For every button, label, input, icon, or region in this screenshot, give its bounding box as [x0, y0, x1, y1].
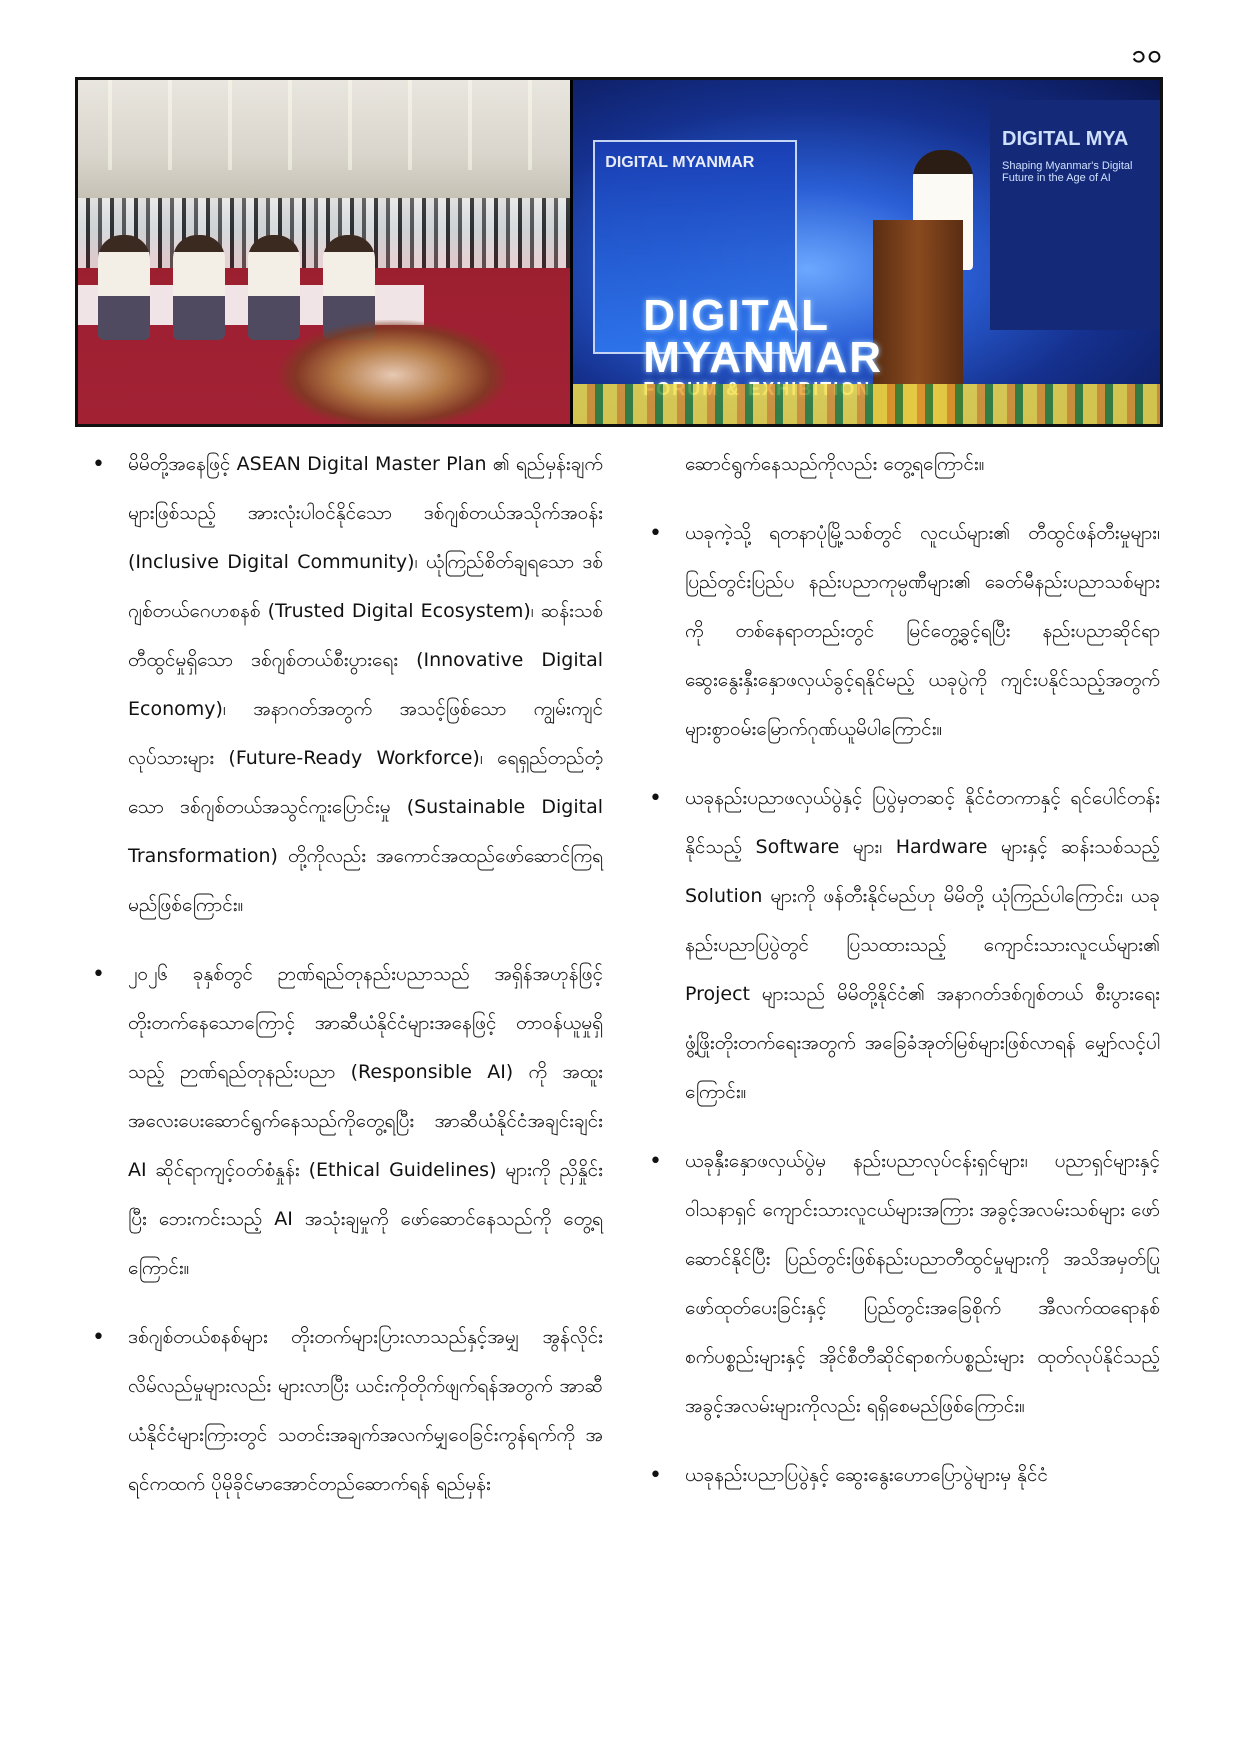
bullet-text: ၂၀၂၆ ခုနှစ်တွင် ဉာဏ်ရည်တုနည်းပညာသည် အရှိန်အဟုန်ဖြင့် တိုးတက်နေသောကြောင့် အာဆီယံနိုင်ငံများအနေဖြင့် တာဝန်ယူမှုရှိသည့် ဉာဏ်ရည်တုနည်းပညာ (Responsible AI) ကို အထူးအလေးပေးဆောင်ရွက်နေသည်ကိုတွေ့ရပြီး အာဆီယံနိုင်ငံအချင်းချင်း AI ဆိုင်ရာကျင့်ဝတ်စံနှုန်း (Ethical Guidelines) များကို ညှိနှိုင်းပြီး ဘေးကင်းသည့် AI အသုံးချမှုကို ဖော်ဆောင်နေသည်ကို တွေ့ရကြောင်း။ [128, 963, 603, 1279]
bullet-dot-icon: • [649, 521, 662, 546]
event-banner [990, 100, 1160, 330]
bullet-text: ယခုနည်းပညာဖလှယ်ပွဲနှင့် ပြပွဲမှတဆင့် နိုင်ငံတကာနှင့် ရင်ပေါင်တန်းနိုင်သည့် Software များ၊ Hardware များနှင့် ဆန်းသစ်သည့် Solution များကို ဖန်တီးနိုင်မည်ဟု မိမိတို့ ယုံကြည်ပါကြောင်း၊ ယခုနည်းပညာပြပွဲတွင် ပြသထားသည့် ကျောင်းသားလူငယ်များ၏ Project များသည် မိမိတို့နိုင်ငံ၏ အနာဂတ်ဒစ်ဂျစ်တယ် စီးပွားရေး ဖွံ့ဖြိုးတိုးတက်ရေးအတွက် အခြေခံအုတ်မြစ်များဖြစ်လာရန် မျှော်လင့်ပါကြောင်း။ [685, 787, 1160, 1103]
ceiling-lights [78, 80, 570, 170]
bullet-item [641, 1137, 1160, 1431]
page-number: ၁၀ [1132, 40, 1163, 68]
banner-subtitle: Shaping Myanmar's Digital Future in the Age of AI [1002, 160, 1133, 184]
bullet-text: မိမိတို့အနေဖြင့် ASEAN Digital Master Plan ၏ ရည်မှန်းချက်များဖြစ်သည့် အားလုံးပါဝင်နိုင်သော ဒစ်ဂျစ်တယ်အသိုက်အဝန်း (Inclusive Digital Community)၊ ယုံကြည်စိတ်ချရသော ဒစ်ဂျစ်တယ်ဂေဟစနစ် (Trusted Digital Ecosystem)၊ ဆန်းသစ်တီထွင်မှုရှိသော ဒစ်ဂျစ်တယ်စီးပွားရေး (Innovative Digital Economy)၊ အနာဂတ်အတွက် အသင့်ဖြစ်သော ကျွမ်းကျင်လုပ်သားများ (Future-Ready Workforce)၊ ရေရှည်တည်တံ့သော ဒစ်ဂျစ်တယ်အသွင်ကူးပြောင်းမှု (Sustainable Digital Transformation) တို့ကိုလည်း အကောင်အထည်ဖော်ဆောင်ကြရမည်ဖြစ်ကြောင်း။ [128, 453, 603, 916]
right-column [641, 440, 1160, 1529]
bullet-text: ဆောင်ရွက်နေသည်ကိုလည်း တွေ့ရကြောင်း။ [685, 453, 985, 475]
photo-strip [75, 77, 1163, 427]
bullet-item [84, 440, 603, 930]
left-column [84, 440, 603, 1529]
bullet-item [641, 1451, 1160, 1500]
bullet-dot-icon: • [649, 786, 662, 811]
bullet-dot-icon: • [92, 452, 105, 477]
guest-figure [173, 235, 225, 340]
bullet-continuation [641, 440, 1160, 489]
bullet-dot-icon: • [649, 1463, 662, 1488]
carpet-rug [278, 320, 508, 424]
bullet-dot-icon: • [92, 962, 105, 987]
bullet-item [84, 950, 603, 1293]
banner-title: DIGITAL MYA [1002, 128, 1129, 150]
bullet-text: ယခုကဲ့သို့ ရတနာပုံမြို့သစ်တွင် လူငယ်များ၏ တီထွင်ဖန်တီးမှုများ၊ ပြည်တွင်းပြည်ပ နည်းပညာကုမ္ပဏီများ၏ ခေတ်မီနည်းပညာသစ်များကို တစ်နေရာတည်းတွင် မြင်တွေ့ခွင့်ရပြီး နည်းပညာဆိုင်ရာ ဆွေးနွေးနှီးနှောဖလှယ်ခွင့်ရနိုင်မည့် ယခုပွဲကို ကျင်းပနိုင်သည့်အတွက် များစွာဝမ်းမြောက်ဂုဏ်ယူမိပါကြောင်း။ [685, 522, 1160, 740]
bullet-dot-icon: • [92, 1325, 105, 1350]
stage-flowers [573, 384, 1160, 424]
bullet-text: ယခုနှီးနှောဖလှယ်ပွဲမှ နည်းပညာလုပ်ငန်းရှင်များ၊ ပညာရှင်များနှင့် ဝါသနာရှင် ကျောင်းသားလူငယ်များအကြား အခွင့်အလမ်းသစ်များ ဖော်ဆောင်နိုင်ပြီး ပြည်တွင်းဖြစ်နည်းပညာတီထွင်မှုများကို အသိအမှတ်ပြု ဖော်ထုတ်ပေးခြင်းနှင့် ပြည်တွင်းအခြေစိုက် အီလက်ထရောနစ်စက်ပစ္စည်းများနှင့် အိုင်စီတီဆိုင်ရာစက်ပစ္စည်းများ ထုတ်လုပ်နိုင်သည့် အခွင့်အလမ်းများကိုလည်း ရရှိစေမည်ဖြစ်ကြောင်း။ [685, 1150, 1160, 1417]
bullet-text: ယခုနည်းပညာပြပွဲနှင့် ဆွေးနွေးဟောပြောပွဲများမှ နိုင်ငံ [685, 1464, 1048, 1486]
bullet-text: ဒစ်ဂျစ်တယ်စနစ်များ တိုးတက်များပြားလာသည်နှင့်အမျှ အွန်လိုင်းလိမ်လည်မှုများလည်း များလာပြီး ယင်းကိုတိုက်ဖျက်ရန်အတွက် အာဆီယံနိုင်ငံများကြားတွင် သတင်းအချက်အလက်မျှဝေခြင်းကွန်ရက်ကို အရင်ကထက် ပိုမိုခိုင်မာအောင်တည်ဆောက်ရန် ရည်မှန်း [128, 1326, 603, 1495]
guest-figure [98, 235, 150, 340]
stage-screen-text: DIGITAL MYANMAR [605, 154, 755, 171]
article-columns [84, 440, 1160, 1529]
bullet-dot-icon: • [649, 1149, 662, 1174]
photo-speaker [573, 80, 1160, 424]
stage-title-line: MYANMAR [643, 333, 883, 382]
bullet-item [641, 509, 1160, 754]
stage-title-line: DIGITAL [643, 291, 830, 340]
photo-audience [78, 80, 570, 424]
bullet-item [641, 774, 1160, 1117]
bullet-item [84, 1313, 603, 1509]
